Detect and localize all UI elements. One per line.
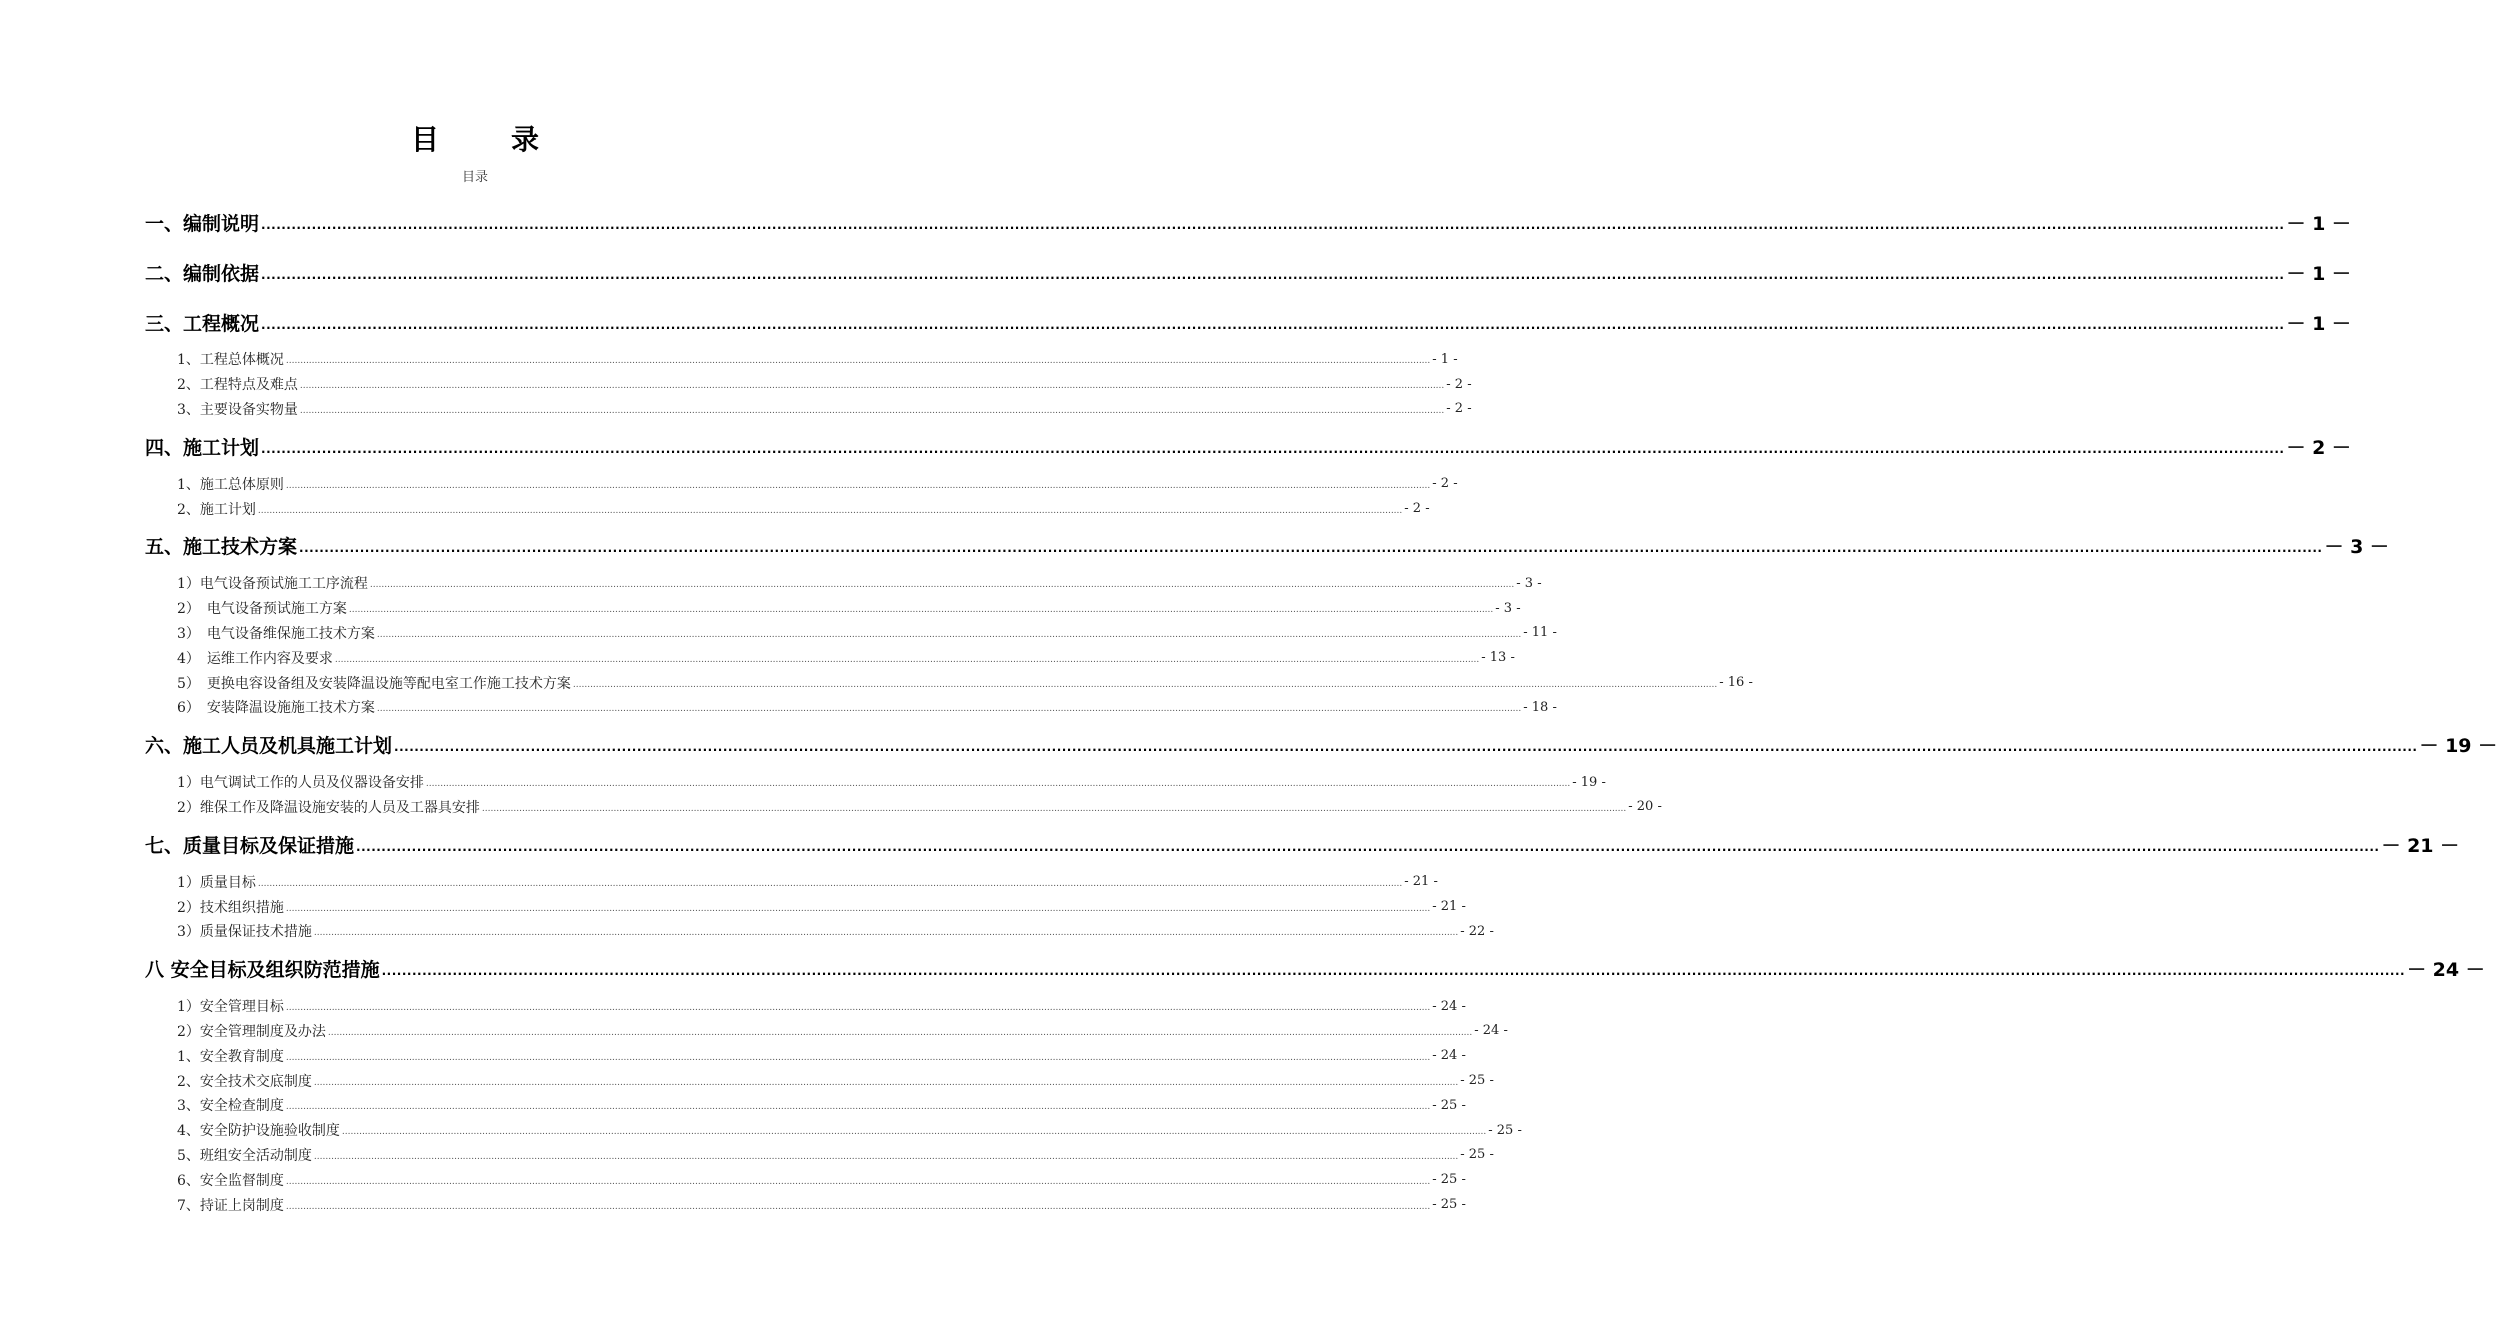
- toc-entry-label: 八 安全目标及组织防范措施: [145, 959, 380, 982]
- toc-subsection-entry[interactable]: [145, 795, 1662, 820]
- toc-entry-label: 2、安全技术交底制度: [177, 1073, 312, 1090]
- toc-dot-leader: ................................................................................................................................................................................................................................................................................................................................................................................................................: [285, 480, 1431, 491]
- toc-dot-leader: ................................................................................................................................................................................................................................................................................................................................................................................................................: [261, 317, 2285, 332]
- toc-dot-leader: ................................................................................................................................................................................................................................................................................................................................................................................................................: [334, 654, 1480, 665]
- toc-dot-leader: ................................................................................................................................................................................................................................................................................................................................................................................................................: [572, 679, 1718, 690]
- toc-page-number: - 2 -: [1404, 501, 1430, 517]
- toc-entry-label: 4、安全防护设施验收制度: [177, 1123, 340, 1140]
- toc-page-number: － 1 －: [2286, 212, 2351, 235]
- toc-dot-leader: ................................................................................................................................................................................................................................................................................................................................................................................................................: [285, 1201, 1431, 1212]
- toc-page-number: － 2 －: [2286, 436, 2351, 459]
- toc-dot-leader: ................................................................................................................................................................................................................................................................................................................................................................................................................: [285, 1102, 1431, 1113]
- toc-dot-leader: ................................................................................................................................................................................................................................................................................................................................................................................................................: [299, 541, 2323, 556]
- toc-section-entry[interactable]: [145, 521, 2389, 571]
- toc-title: 目 录: [410, 123, 561, 156]
- toc-page-number: - 2 -: [1446, 376, 1472, 392]
- toc-dot-leader: ................................................................................................................................................................................................................................................................................................................................................................................................................: [369, 580, 1515, 591]
- toc-subsection-entry[interactable]: [145, 1068, 1494, 1093]
- toc-subsection-entry[interactable]: [145, 919, 1494, 944]
- toc-subsection-entry[interactable]: [145, 621, 1557, 646]
- toc-dot-leader: ................................................................................................................................................................................................................................................................................................................................................................................................................: [327, 1027, 1473, 1038]
- toc-page-number: - 20 -: [1628, 799, 1662, 815]
- toc-dot-leader: ................................................................................................................................................................................................................................................................................................................................................................................................................: [313, 1151, 1459, 1162]
- toc-subsection-entry[interactable]: [145, 372, 1472, 397]
- toc-dot-leader: ................................................................................................................................................................................................................................................................................................................................................................................................................: [341, 1127, 1487, 1138]
- toc-entry-label: 1）电气设备预试施工工序流程: [177, 576, 368, 593]
- toc-entry-label: 1）安全管理目标: [177, 999, 284, 1016]
- toc-page-number: - 18 -: [1523, 699, 1557, 715]
- toc-entry-label: 3）质量保证技术措施: [177, 924, 312, 941]
- toc-subsection-entry[interactable]: [145, 1167, 1466, 1192]
- toc-subsection-entry[interactable]: [145, 496, 1430, 521]
- toc-entry-label: 六、施工人员及机具施工计划: [145, 735, 393, 758]
- toc-page-number: - 2 -: [1432, 476, 1458, 492]
- toc-entry-label: 七、质量目标及保证措施: [145, 834, 355, 857]
- toc-dot-leader: ................................................................................................................................................................................................................................................................................................................................................................................................................: [425, 779, 1571, 790]
- toc-subsection-entry[interactable]: [145, 571, 1542, 596]
- toc-subsection-entry[interactable]: [145, 670, 1753, 695]
- toc-entry-label: 6、安全监督制度: [177, 1172, 284, 1189]
- toc-entry-label: 1）电气调试工作的人员及仪器设备安排: [177, 775, 424, 792]
- toc-page-number: - 25 -: [1460, 1147, 1494, 1163]
- toc-entry-label: 5、班组安全活动制度: [177, 1147, 312, 1164]
- toc-dot-leader: ................................................................................................................................................................................................................................................................................................................................................................................................................: [356, 839, 2380, 854]
- toc-dot-leader: ................................................................................................................................................................................................................................................................................................................................................................................................................: [381, 964, 2406, 979]
- toc-subsection-entry[interactable]: [145, 770, 1606, 795]
- toc-page-number: － 3 －: [2324, 536, 2389, 559]
- toc-entry-label: 7、持证上岗制度: [177, 1197, 284, 1214]
- toc-page-number: － 19 －: [2419, 735, 2497, 758]
- toc-entry-label: 2）安全管理制度及办法: [177, 1023, 326, 1040]
- toc-page-number: - 3 -: [1516, 575, 1542, 591]
- toc-entry-label: 三、工程概况: [145, 312, 260, 335]
- toc-dot-leader: ................................................................................................................................................................................................................................................................................................................................................................................................................: [481, 803, 1627, 814]
- toc-section-entry[interactable]: [145, 247, 2351, 297]
- toc-dot-leader: ................................................................................................................................................................................................................................................................................................................................................................................................................: [299, 405, 1445, 416]
- toc-entry-label: 3） 电气设备维保施工技术方案: [177, 625, 375, 642]
- toc-page-number: － 1 －: [2286, 312, 2351, 335]
- toc-dot-leader: ................................................................................................................................................................................................................................................................................................................................................................................................................: [285, 1176, 1431, 1187]
- toc-subsection-entry[interactable]: [145, 1043, 1466, 1068]
- toc-dot-leader: ................................................................................................................................................................................................................................................................................................................................................................................................................: [285, 1003, 1431, 1014]
- toc-page-number: - 25 -: [1432, 1172, 1466, 1188]
- toc-entry-label: 2） 电气设备预试施工方案: [177, 601, 347, 618]
- toc-section-entry[interactable]: [145, 197, 2351, 247]
- toc-page-number: - 24 -: [1432, 1048, 1466, 1064]
- toc-entry-label: 一、编制说明: [145, 212, 260, 235]
- toc-page-number: - 24 -: [1432, 998, 1466, 1014]
- toc-page-number: － 1 －: [2286, 262, 2351, 285]
- toc-dot-leader: ................................................................................................................................................................................................................................................................................................................................................................................................................: [261, 441, 2285, 456]
- toc-page-number: - 25 -: [1432, 1097, 1466, 1113]
- toc-entry-label: 2、工程特点及难点: [177, 377, 298, 394]
- toc-page-number: - 16 -: [1719, 675, 1753, 691]
- toc-dot-leader: ................................................................................................................................................................................................................................................................................................................................................................................................................: [261, 267, 2285, 282]
- toc-entry-label: 3、主要设备实物量: [177, 401, 298, 418]
- toc-subsection-entry[interactable]: [145, 695, 1557, 720]
- toc-subtitle: 目录: [461, 170, 488, 185]
- toc-subsection-entry[interactable]: [145, 1093, 1466, 1118]
- toc-entry-label: 2、施工计划: [177, 501, 256, 518]
- toc-entry-label: 1、安全教育制度: [177, 1048, 284, 1065]
- toc-dot-leader: ................................................................................................................................................................................................................................................................................................................................................................................................................: [257, 505, 1403, 516]
- toc-entry-label: 1、工程总体概况: [177, 352, 284, 369]
- toc-dot-leader: ................................................................................................................................................................................................................................................................................................................................................................................................................: [285, 356, 1431, 367]
- toc-entry-label: 四、施工计划: [145, 436, 260, 459]
- toc-subsection-entry[interactable]: [145, 894, 1466, 919]
- toc-page-number: - 25 -: [1460, 1073, 1494, 1089]
- toc-dot-leader: ................................................................................................................................................................................................................................................................................................................................................................................................................: [313, 1077, 1459, 1088]
- toc-entry-label: 二、编制依据: [145, 262, 260, 285]
- toc-page-number: - 13 -: [1481, 650, 1515, 666]
- toc-page-number: - 22 -: [1460, 923, 1494, 939]
- toc-entry-label: 3、安全检查制度: [177, 1098, 284, 1115]
- toc-page-number: - 3 -: [1495, 600, 1521, 616]
- toc-dot-leader: ................................................................................................................................................................................................................................................................................................................................................................................................................: [257, 878, 1403, 889]
- toc-page-number: － 24 －: [2407, 959, 2485, 982]
- toc-entry-label: 2）维保工作及降温设施安装的人员及工器具安排: [177, 799, 480, 816]
- toc-dot-leader: ................................................................................................................................................................................................................................................................................................................................................................................................................: [376, 629, 1522, 640]
- toc-page-number: - 24 -: [1474, 1023, 1508, 1039]
- toc-section-entry[interactable]: [145, 297, 2351, 347]
- toc-page-number: - 25 -: [1488, 1122, 1522, 1138]
- toc-page-number: - 11 -: [1523, 625, 1557, 641]
- toc-dot-leader: ................................................................................................................................................................................................................................................................................................................................................................................................................: [348, 605, 1494, 616]
- toc-page-number: - 19 -: [1572, 774, 1606, 790]
- toc-page-number: - 1 -: [1432, 351, 1458, 367]
- toc-page-number: - 21 -: [1404, 874, 1438, 890]
- toc-section-entry[interactable]: [145, 944, 2485, 994]
- toc-subsection-entry[interactable]: [145, 1192, 1466, 1217]
- toc-subsection-entry[interactable]: [145, 1019, 1508, 1044]
- toc-page-number: - 21 -: [1432, 899, 1466, 915]
- toc-entry-label: 五、施工技术方案: [145, 536, 298, 559]
- toc-dot-leader: ................................................................................................................................................................................................................................................................................................................................................................................................................: [285, 1052, 1431, 1063]
- toc-dot-leader: ................................................................................................................................................................................................................................................................................................................................................................................................................: [299, 381, 1445, 392]
- toc-dot-leader: ................................................................................................................................................................................................................................................................................................................................................................................................................: [285, 903, 1431, 914]
- toc-subsection-entry[interactable]: [145, 1143, 1494, 1168]
- toc-entry-label: 6） 安装降温设施施工技术方案: [177, 700, 375, 717]
- toc-dot-leader: ................................................................................................................................................................................................................................................................................................................................................................................................................: [376, 704, 1522, 715]
- toc-page-number: － 21 －: [2381, 834, 2460, 857]
- toc-section-entry[interactable]: [145, 720, 2497, 770]
- toc-subsection-entry[interactable]: [145, 347, 1458, 372]
- toc-subsection-entry[interactable]: [145, 596, 1521, 621]
- toc-dot-leader: ................................................................................................................................................................................................................................................................................................................................................................................................................: [394, 740, 2418, 755]
- toc-entry-label: 2）技术组织措施: [177, 899, 284, 916]
- toc-subsection-entry[interactable]: [145, 471, 1458, 496]
- toc-dot-leader: ................................................................................................................................................................................................................................................................................................................................................................................................................: [313, 928, 1459, 939]
- toc-subsection-entry[interactable]: [145, 645, 1515, 670]
- toc-entry-label: 4） 运维工作内容及要求: [177, 650, 333, 667]
- toc-entry-label: 1、施工总体原则: [177, 476, 284, 493]
- table-of-contents: [145, 197, 2497, 1217]
- toc-subsection-entry[interactable]: [145, 869, 1438, 894]
- toc-page-number: - 25 -: [1432, 1197, 1466, 1213]
- toc-entry-label: 5） 更换电容设备组及安装降温设施等配电室工作施工技术方案: [177, 675, 571, 692]
- toc-page-number: - 2 -: [1446, 401, 1472, 417]
- toc-section-entry[interactable]: [145, 421, 2351, 471]
- toc-dot-leader: ................................................................................................................................................................................................................................................................................................................................................................................................................: [261, 217, 2285, 232]
- toc-subsection-entry[interactable]: [145, 397, 1472, 422]
- toc-entry-label: 1）质量目标: [177, 874, 256, 891]
- toc-subsection-entry[interactable]: [145, 994, 1466, 1019]
- toc-subsection-entry[interactable]: [145, 1118, 1522, 1143]
- toc-section-entry[interactable]: [145, 819, 2460, 869]
